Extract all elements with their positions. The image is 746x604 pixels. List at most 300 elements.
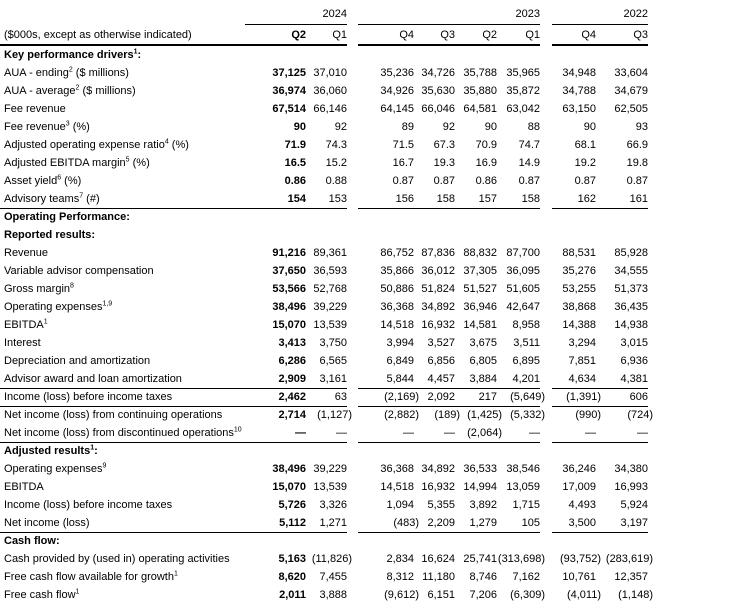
cell-value [455, 136, 497, 154]
cell-value-text: 3,161 [319, 373, 347, 385]
cell-value-text: 89 [401, 121, 414, 133]
cell-value-text: 15,070 [272, 319, 306, 331]
cell-value-text: 71.5 [392, 139, 414, 151]
group-gap [347, 550, 358, 568]
cell-value-text: (483) [393, 517, 419, 529]
cell-value [306, 316, 347, 334]
cell-value-text: 8,958 [512, 319, 540, 331]
group-gap [347, 424, 358, 443]
cell-value-text: 6,286 [278, 355, 306, 367]
row-label [0, 316, 245, 334]
row-label [0, 280, 245, 298]
cell-value-text: 13,059 [506, 481, 540, 493]
cell-value [552, 388, 601, 407]
spacer-cell [648, 334, 746, 352]
group-gap [540, 586, 552, 604]
cell-value-text: 87,700 [506, 247, 540, 259]
cell-value-text: 6,895 [512, 355, 540, 367]
cell-value-text: 35,788 [463, 67, 497, 79]
cell-value-text: — [637, 427, 648, 439]
cell-value [414, 64, 455, 82]
cell-value-text: 7,851 [568, 355, 596, 367]
spacer-cell [648, 244, 746, 262]
cell-value [358, 298, 414, 316]
cell-value-text: 88,531 [562, 247, 596, 259]
cell-value [358, 172, 414, 190]
cell-value [455, 550, 497, 568]
section-row [0, 208, 746, 226]
cell-value [245, 298, 306, 316]
cell-value-text: 156 [395, 193, 414, 205]
cell-value-text: 36,946 [463, 301, 497, 313]
cell-value [455, 64, 497, 82]
cell-value-text: 1,279 [469, 517, 497, 529]
group-gap [347, 190, 358, 209]
quarter-header [596, 25, 648, 46]
group-gap [347, 244, 358, 262]
cell-value-text: 66,146 [313, 103, 347, 115]
footnote-superscript: 8 [70, 282, 74, 290]
cell-value [306, 136, 347, 154]
spacer-cell [648, 64, 746, 82]
cell-value-text: 0.88 [325, 175, 347, 187]
group-gap [347, 586, 358, 604]
cell-value-text: (283,619) [605, 553, 653, 565]
cell-value-text: 51,824 [421, 283, 455, 295]
cell-value [596, 298, 648, 316]
cell-value [358, 496, 414, 514]
group-gap [540, 100, 552, 118]
cell-value [358, 568, 414, 586]
cell-value [497, 568, 540, 586]
cell-value-text: 42,647 [506, 301, 540, 313]
cell-value [358, 244, 414, 262]
group-gap [540, 298, 552, 316]
cell-value-text: 34,726 [421, 67, 455, 79]
cell-value-text: 16,932 [421, 481, 455, 493]
cell-value-text: 3,015 [620, 337, 648, 349]
row-label-text: Advisory teams [4, 193, 80, 205]
cell-value-text: 34,926 [380, 85, 414, 97]
cell-value-text: 2,834 [386, 553, 414, 565]
cell-value-text: 158 [436, 193, 455, 205]
row-label-text: Revenue [4, 247, 49, 259]
cell-value-text: 67,514 [272, 103, 306, 115]
cell-value-text: 74.3 [325, 139, 347, 151]
cell-value [414, 100, 455, 118]
cell-value [306, 190, 347, 209]
group-gap [347, 64, 358, 82]
section-row [0, 532, 746, 550]
row-label-text: Cash provided by (used in) operating activities [4, 553, 230, 565]
cell-value-text: (4,011) [566, 589, 601, 601]
table-row [0, 514, 746, 532]
cell-value-text: 34,948 [562, 67, 596, 79]
table-row [0, 244, 746, 262]
cell-value [552, 190, 596, 209]
spacer-cell [648, 514, 746, 533]
cell-value [596, 244, 648, 262]
group-gap [347, 334, 358, 352]
cell-value-text: 86,752 [380, 247, 414, 259]
section-row [0, 226, 746, 244]
cell-value-text: 39,229 [313, 463, 347, 475]
cell-value-text: 36,095 [506, 265, 540, 277]
cell-value-text: 51,373 [614, 283, 648, 295]
group-gap [347, 496, 358, 514]
spacer-cell [648, 550, 746, 568]
cell-value [552, 298, 596, 316]
group-gap [347, 298, 358, 316]
cell-value-text: 25,741 [463, 553, 497, 565]
cell-value-text: 0.87 [392, 175, 414, 187]
row-label-text: AUA - average [4, 85, 76, 97]
cell-value-text: 3,294 [568, 337, 596, 349]
row-label [0, 496, 245, 514]
cell-value-text: 88 [527, 121, 540, 133]
cell-value [245, 388, 306, 407]
cell-value [455, 460, 497, 478]
spacer-cell [648, 100, 746, 118]
cell-value-text: 37,650 [272, 265, 306, 277]
cell-value-text: 34,892 [421, 301, 455, 313]
cell-value [414, 334, 455, 352]
cell-value-text: 34,788 [562, 85, 596, 97]
row-label-suffix: ($ millions) [79, 85, 136, 97]
group-gap [347, 478, 358, 496]
cell-value [455, 424, 502, 443]
row-label-suffix: ($ millions) [72, 67, 129, 79]
cell-value [306, 82, 347, 100]
cell-value [596, 424, 648, 443]
cell-value [358, 154, 414, 172]
cell-value-text: 13,539 [313, 481, 347, 493]
footnote-superscript: 1 [173, 570, 178, 578]
cell-value-text: (6,309) [510, 589, 545, 601]
cell-value [245, 118, 306, 136]
cell-value [455, 82, 497, 100]
group-gap [347, 460, 358, 478]
cell-value-text: 35,866 [380, 265, 414, 277]
quarter-header [358, 25, 414, 46]
cell-value [358, 406, 419, 424]
cell-value-text: (2,882) [384, 409, 419, 421]
cell-value [306, 100, 347, 118]
cell-value [497, 262, 540, 280]
cell-value [596, 460, 648, 478]
cell-value-text: 39,229 [313, 301, 347, 313]
cell-value-text: 16.7 [392, 157, 414, 169]
cell-value [497, 460, 540, 478]
table-row [0, 118, 746, 136]
cell-value-text: 14,388 [562, 319, 596, 331]
group-gap [347, 136, 358, 154]
cell-value-text: 71.9 [284, 139, 306, 151]
cell-value-text: 36,533 [463, 463, 497, 475]
row-label-text: Net income (loss) [4, 517, 90, 529]
cell-value-text: 38,546 [506, 463, 540, 475]
cell-value [455, 406, 502, 424]
spacer-cell [648, 118, 746, 136]
cell-value-text: 162 [577, 193, 596, 205]
group-gap [540, 514, 552, 533]
quarter-header-text: Q4 [399, 29, 414, 41]
cell-value-text: (2,064) [467, 427, 502, 439]
cell-value [414, 406, 460, 424]
cell-value [245, 550, 306, 568]
cell-value [245, 478, 306, 496]
quarter-header-text: Q3 [633, 29, 648, 41]
table-row [0, 136, 746, 154]
table-row [0, 460, 746, 478]
cell-value-text: 90 [484, 121, 497, 133]
cell-value [596, 550, 653, 568]
row-label-text: EBITDA [4, 481, 44, 493]
spacer-cell [648, 586, 746, 604]
cell-value [552, 496, 596, 514]
cell-value [455, 334, 497, 352]
cell-value-text: 3,675 [469, 337, 497, 349]
cell-value [358, 100, 414, 118]
spacer-cell [648, 25, 746, 46]
cell-value-text: 14,518 [380, 481, 414, 493]
group-gap [540, 460, 552, 478]
cell-value [358, 190, 414, 209]
cell-value-text: 36,435 [614, 301, 648, 313]
section-label [0, 226, 746, 244]
cell-value-text: 63,042 [506, 103, 540, 115]
row-label-text: Gross margin [4, 283, 71, 295]
cell-value [552, 316, 596, 334]
cell-value-text: (9,612) [384, 589, 419, 601]
cell-value [306, 424, 347, 443]
cell-value [358, 424, 414, 443]
spacer-cell [0, 4, 245, 25]
cell-value-text: 154 [287, 193, 306, 205]
cell-value [414, 154, 455, 172]
cell-value [596, 478, 648, 496]
row-label-text: Free cash flow available for growth [4, 571, 174, 583]
cell-value [245, 154, 306, 172]
row-label-suffix: (%) [129, 157, 150, 169]
group-gap [540, 190, 552, 209]
row-label-text: AUA - ending [4, 67, 69, 79]
cell-value [455, 316, 497, 334]
cell-value [552, 352, 596, 370]
row-label [0, 82, 245, 100]
cell-value [596, 316, 648, 334]
row-label-text: Operating expenses [4, 463, 103, 475]
cell-value-text: 88,832 [463, 247, 497, 259]
cell-value-text: — [336, 427, 347, 439]
cell-value [306, 568, 347, 586]
cell-value-text: 52,768 [313, 283, 347, 295]
spacer-cell [648, 424, 746, 443]
cell-value-text: 35,965 [506, 67, 540, 79]
cell-value [596, 82, 648, 100]
row-label-text: Fee revenue [4, 103, 66, 115]
cell-value [596, 586, 653, 604]
cell-value-text: — [295, 427, 306, 439]
row-label-suffix: : [94, 445, 98, 457]
cell-value-text: 3,511 [513, 337, 540, 349]
cell-value [358, 388, 419, 407]
row-label [0, 568, 245, 586]
footnote-superscript: 1 [133, 48, 138, 56]
cell-value [306, 154, 347, 172]
cell-value [455, 172, 497, 190]
cell-value [358, 280, 414, 298]
group-gap [347, 172, 358, 190]
cell-value-text: 158 [521, 193, 540, 205]
cell-value-text: 153 [328, 193, 347, 205]
row-label [0, 100, 245, 118]
group-gap [540, 334, 552, 352]
table-row [0, 496, 746, 514]
cell-value [552, 118, 596, 136]
cell-value-text: 16.5 [284, 157, 306, 169]
cell-value [245, 172, 306, 190]
cell-value [596, 388, 648, 407]
cell-value [497, 388, 545, 407]
group-gap [347, 514, 358, 533]
row-label-text: Operating expenses [4, 301, 103, 313]
group-gap [540, 424, 552, 443]
cell-value-text: 36,368 [380, 301, 414, 313]
cell-value-text: 36,246 [562, 463, 596, 475]
cell-value [414, 478, 455, 496]
cell-value-text: 36,974 [272, 85, 306, 97]
cell-value-text: 66,046 [421, 103, 455, 115]
row-label [0, 334, 245, 352]
group-gap [540, 568, 552, 586]
cell-value-text: 92 [442, 121, 455, 133]
cell-value [497, 280, 540, 298]
cell-value [306, 514, 347, 533]
footnote-superscript: 4 [164, 138, 169, 146]
spacer-cell [648, 280, 746, 298]
cell-value-text: 5,924 [620, 499, 648, 511]
table-row [0, 82, 746, 100]
cell-value-text: 1,094 [386, 499, 414, 511]
cell-value [245, 514, 306, 533]
cell-value-text: 11,180 [422, 571, 455, 583]
cell-value [497, 514, 540, 533]
cell-value [358, 136, 414, 154]
cell-value [497, 334, 540, 352]
row-label-text: Adjusted results [4, 445, 91, 457]
table-row [0, 334, 746, 352]
group-gap [347, 370, 358, 389]
row-label [0, 262, 245, 280]
group-gap [347, 316, 358, 334]
row-label-suffix: (#) [83, 193, 100, 205]
row-label [0, 550, 245, 568]
group-gap [540, 496, 552, 514]
cell-value-text: 6,805 [469, 355, 497, 367]
row-label [0, 424, 245, 443]
cell-value [414, 280, 455, 298]
table-row [0, 550, 746, 568]
cell-value [497, 316, 540, 334]
cell-value-text: 3,500 [568, 517, 596, 529]
section-label [0, 532, 746, 550]
quarter-header-text: Q2 [482, 29, 497, 41]
cell-value [414, 262, 455, 280]
table-row [0, 100, 746, 118]
cell-value-text: 74.7 [518, 139, 540, 151]
cell-value [414, 298, 455, 316]
row-label-suffix: (%) [61, 175, 82, 187]
cell-value [596, 568, 648, 586]
cell-value [414, 172, 455, 190]
group-gap [540, 406, 552, 424]
cell-value-text: 16,624 [421, 553, 455, 565]
row-label-text: Advisor award and loan amortization [4, 373, 182, 385]
spacer-cell [648, 496, 746, 514]
cell-value-text: 38,496 [272, 463, 306, 475]
group-gap [347, 280, 358, 298]
cell-value [414, 568, 455, 586]
row-label [0, 172, 245, 190]
cell-value-text: 2,462 [278, 391, 306, 403]
cell-value [358, 64, 414, 82]
cell-value-text: 17,009 [562, 481, 596, 493]
cell-value-text: 36,060 [313, 85, 347, 97]
cell-value [596, 406, 653, 424]
cell-value [455, 388, 497, 407]
table-row [0, 370, 746, 388]
cell-value [596, 496, 648, 514]
cell-value [245, 334, 306, 352]
cell-value [497, 82, 540, 100]
cell-value [552, 460, 596, 478]
cell-value-text: 93 [635, 121, 648, 133]
table-row [0, 172, 746, 190]
cell-value-text: 35,872 [506, 85, 540, 97]
footnote-superscript: 1 [90, 444, 95, 452]
cell-value [306, 334, 347, 352]
row-label [0, 118, 245, 136]
spacer-cell [648, 136, 746, 154]
row-label-text: Cash flow: [4, 535, 60, 547]
cell-value [358, 460, 414, 478]
table-row [0, 280, 746, 298]
footnote-superscript: 2 [68, 66, 73, 74]
cell-value [245, 100, 306, 118]
footnote-superscript: 9 [102, 462, 107, 470]
cell-value-text: 36,012 [421, 265, 455, 277]
cell-value [306, 352, 347, 370]
row-label [0, 136, 245, 154]
cell-value [497, 478, 540, 496]
cell-value [497, 550, 545, 568]
cell-value [414, 424, 455, 443]
group-gap [347, 388, 358, 407]
cell-value-text: 50,886 [380, 283, 414, 295]
group-gap [540, 172, 552, 190]
row-label-suffix: (%) [69, 121, 90, 133]
cell-value-text: 62,505 [614, 103, 648, 115]
cell-value [552, 82, 596, 100]
cell-value [358, 118, 414, 136]
cell-value-text: 2,909 [278, 373, 306, 385]
cell-value-text: 4,634 [568, 373, 596, 385]
cell-value [306, 388, 347, 407]
quarter-header-text: Q1 [332, 29, 347, 41]
column-header-row [0, 25, 746, 46]
cell-value-text: 53,566 [272, 283, 306, 295]
